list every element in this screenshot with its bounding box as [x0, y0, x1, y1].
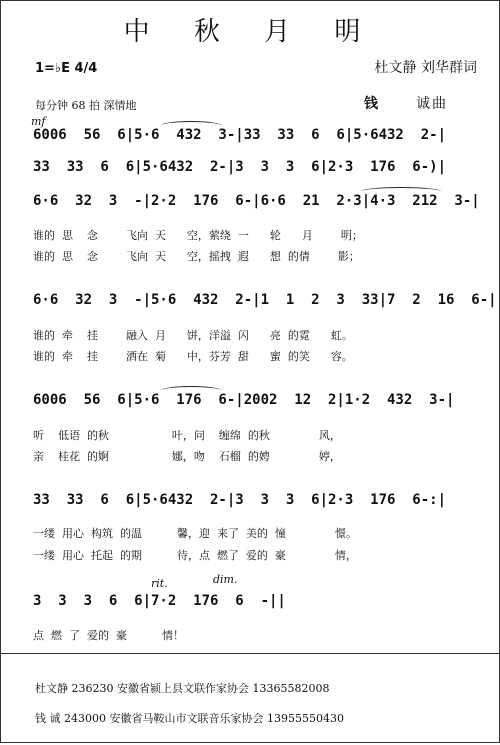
lyric-line-5b: 亲 桂花 的婀 娜，吻 石榴 的娉 婷， — [33, 450, 341, 463]
composer — [364, 93, 448, 113]
lyric-line-4a: 谁的 牵 挂 融入 月 饼，洋溢 闪 亮 的霓 虹。 — [33, 329, 353, 342]
rit-marking: rit. — [151, 577, 168, 590]
slur — [161, 121, 221, 130]
composer-name: 钱 — [364, 96, 380, 112]
contact-composer: 钱 诚 243000 安徽省马鞍山市文联音乐家协会 13955550430 — [35, 712, 344, 725]
lyric-line-6b: 一缕 用心 托起 的期 待，点 燃了 爱的 豪 情， — [33, 549, 357, 562]
slur — [161, 386, 221, 395]
contact-footer — [1, 653, 500, 745]
notation-line-5: 6006 56 6|5·6 176 6-|2002 12 2|1·2 432 3-| — [33, 392, 455, 408]
dim-marking: dim. — [213, 573, 238, 586]
key-signature: 1=♭E 4/4 — [35, 61, 98, 76]
lyric-line-5a: 听 低语 的秋 叶，问 缠绵 的秋 风， — [33, 429, 341, 442]
song-title: 中 秋 月 明 — [123, 17, 379, 47]
lyric-line-7a: 点 燃 了 爱的 豪 情！ — [33, 629, 184, 642]
lyric-line-4b: 谁的 牵 挂 洒在 菊 中，芬芳 甜 蜜 的笑 容。 — [33, 350, 353, 363]
notation-line-7: 3 3 3 6 6|7·2 176 6 -|| — [33, 593, 286, 609]
dynamic-mf: mf — [31, 115, 46, 128]
lyric-line-6a: 一缕 用心 构筑 的温 馨，迎 来了 美的 憧 憬。 — [33, 527, 357, 540]
slur — [361, 187, 441, 196]
notation-line-2: 33 33 6 6|5·6432 2-|3 3 3 6|2·3 176 6-)| — [33, 159, 447, 175]
composer-role: 诚曲 — [416, 96, 448, 112]
lyric-line-3b: 谁的 思 念 飞向 天 空，摇拽 遐 想 的倩 影； — [33, 250, 360, 263]
lyricist: 杜文静 刘华群词 — [374, 60, 477, 76]
notation-line-3: 6·6 32 3 -|2·2 176 6-|6·6 21 2·3|4·3 212 3-| — [33, 193, 480, 209]
notation-line-1: 6006 56 6|5·6 432 3-|33 33 6 6|5·6432 2-| — [33, 127, 447, 143]
lyric-line-3a: 谁的 思 念 飞向 天 空，萦绕 一 轮 月 明； — [33, 229, 363, 242]
contact-lyricist: 杜文静 236230 安徽省颍上县文联作家协会 13365582008 — [35, 682, 330, 695]
notation-line-4: 6·6 32 3 -|5·6 432 2-|1 1 2 3 33|7 2 16 6-| — [33, 292, 497, 308]
tempo-marking: 每分钟 68 拍 深情地 — [35, 99, 137, 112]
notation-line-6: 33 33 6 6|5·6432 2-|3 3 3 6|2·3 176 6-:| — [33, 492, 447, 508]
